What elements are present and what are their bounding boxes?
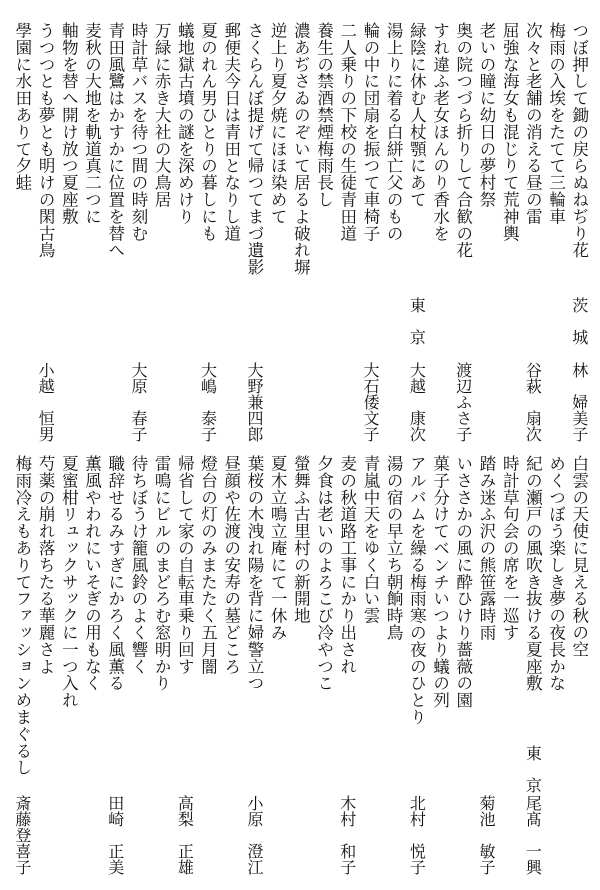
author-name: 菊池 敏子	[476, 795, 496, 875]
haiku-column	[428, 22, 451, 442]
haiku-column	[172, 455, 195, 875]
haiku-text: 屈強な海女も混じりて荒神輿	[500, 22, 520, 242]
author-place: 東 京	[523, 745, 543, 793]
haiku-column	[567, 455, 590, 875]
haiku-text: 時計草句会の席を一巡す	[500, 455, 520, 641]
haiku-column	[312, 455, 335, 875]
haiku-text: 白雲の天使に見える秋の空	[569, 455, 589, 658]
haiku-text: 濃あぢさゐのぞいて居るよ破れ塀	[291, 22, 311, 276]
haiku-text: 二人乗りの下校の生徒青田道	[337, 22, 357, 242]
haiku-column	[126, 455, 149, 875]
haiku-text: 夏木立鳴立庵にて一休み	[268, 455, 288, 641]
haiku-text: 次々と老舗の消える昼の雷	[523, 22, 543, 225]
haiku-column	[242, 22, 265, 442]
author-name: 田崎 正美	[105, 795, 125, 875]
haiku-column	[80, 22, 103, 442]
haiku-text: 老いの瞳に幼日の夢村祭	[476, 22, 496, 208]
haiku-column	[404, 455, 427, 875]
haiku-text: すれ違ふ老女ほんのり香水を	[430, 22, 450, 242]
haiku-text: 踏み迷ふ沢の熊笹露時雨	[476, 455, 496, 641]
haiku-column	[544, 22, 567, 442]
author-name: 谷萩 扇次	[523, 362, 543, 442]
haiku-column	[404, 22, 427, 442]
haiku-text: うつつとも夢とも明けの閑古鳥	[36, 22, 56, 259]
haiku-column	[149, 455, 172, 875]
author-name: 尾髙 一興	[523, 795, 543, 875]
haiku-column	[242, 455, 265, 875]
haiku-text: さくらんぼ提げて帰つてまづ遺影	[244, 22, 264, 276]
author-name: 林 婦美子	[569, 362, 589, 442]
haiku-text: 奥の院つづら折りして合歓の花	[453, 22, 473, 259]
haiku-column	[56, 455, 79, 875]
haiku-column	[567, 22, 590, 442]
haiku-text: 麦秋の大地を軌道真二つに	[82, 22, 102, 225]
haiku-section-top	[2, 22, 598, 442]
haiku-column	[103, 22, 126, 442]
haiku-text: 輪の中に団扇を振つて車椅子	[360, 22, 380, 242]
haiku-text: 夕食は老いのよろこび冷やつこ	[314, 455, 334, 692]
haiku-column	[544, 455, 567, 875]
haiku-text: 螢舞ふ古里村の新開地	[291, 455, 311, 624]
haiku-text: 時計草バスを待つ間の時刻む	[128, 22, 148, 242]
author-name: 大野兼四郎	[244, 362, 264, 442]
haiku-column	[196, 22, 219, 442]
haiku-text: 青田風鷺はかすかに位置を替へ	[105, 22, 125, 259]
haiku-text: 夏のれん男ひとりの暮しにも	[198, 22, 218, 242]
haiku-column	[497, 455, 520, 875]
haiku-text: 梅雨冷えもありてファッションめまぐるし	[12, 455, 32, 777]
haiku-column	[474, 22, 497, 442]
author-name: 小原 澄江	[244, 795, 264, 875]
haiku-text: 帰省して家の自転車乗り回す	[175, 455, 195, 675]
haiku-column	[33, 22, 56, 442]
haiku-column	[358, 455, 381, 875]
haiku-text: 麦の秋道路工事にかり出され	[337, 455, 357, 675]
haiku-column	[10, 22, 33, 442]
haiku-column	[335, 455, 358, 875]
haiku-text: 芍薬の崩れ落ちたる華麗さよ	[36, 455, 56, 675]
haiku-column	[381, 22, 404, 442]
haiku-text: 學園に水田ありて夕蛙	[12, 22, 32, 191]
haiku-column	[56, 22, 79, 442]
haiku-column	[126, 22, 149, 442]
haiku-column	[335, 22, 358, 442]
haiku-text: 梅雨の入埃をたてて三輪車	[546, 22, 566, 225]
author-name: 渡辺ふさ子	[453, 362, 473, 442]
haiku-column	[10, 455, 33, 875]
haiku-column	[497, 22, 520, 442]
haiku-column	[358, 22, 381, 442]
haiku-column	[428, 455, 451, 875]
haiku-column	[80, 455, 103, 875]
haiku-section-bottom	[2, 455, 598, 875]
haiku-text: 昼顔や佐渡の安寿の墓どころ	[221, 455, 241, 675]
haiku-text: アルバムを繰る梅雨寒の夜のひとり	[407, 455, 427, 726]
author-name: 木村 和子	[337, 795, 357, 875]
author-name: 大越 康次	[407, 362, 427, 442]
haiku-column	[103, 455, 126, 875]
author-name: 高梨 正雄	[175, 795, 195, 875]
author-place: 茨 城	[569, 297, 589, 345]
haiku-column	[312, 22, 335, 442]
author-name: 大嶋 泰子	[198, 362, 218, 442]
author-name: 斎藤登喜子	[12, 795, 32, 875]
haiku-column	[288, 22, 311, 442]
haiku-column	[196, 455, 219, 875]
haiku-text: 燈台の灯のみまたたく五月闇	[198, 455, 218, 675]
haiku-column	[172, 22, 195, 442]
haiku-text: 養生の禁酒禁煙梅雨長し	[314, 22, 334, 208]
haiku-column	[288, 455, 311, 875]
haiku-column	[219, 22, 242, 442]
haiku-text: つぼ押して鋤の戻らぬねぢり花	[569, 22, 589, 259]
haiku-text: 郵便夫今日は青田となりし道	[221, 22, 241, 242]
haiku-text: めくつぼう楽しき夢の夜長かな	[546, 455, 566, 692]
haiku-text: 湯上りに着る白絣亡父のもの	[384, 22, 404, 242]
haiku-column	[149, 22, 172, 442]
haiku-column	[33, 455, 56, 875]
haiku-text: 雷鳴にビルのまどろむ窓明かり	[152, 455, 172, 692]
author-name: 北村 悦子	[407, 795, 427, 875]
haiku-text: 逆上り夏夕焼にほほ染めて	[268, 22, 288, 225]
haiku-text: 青嵐中天をゆく白い雲	[360, 455, 380, 624]
haiku-text: 蟻地獄古墳の謎を深めけり	[175, 22, 195, 225]
haiku-text: 紀の瀬戸の風吹き抜ける夏座敷	[523, 455, 543, 692]
haiku-text: いささかの風に酔ひけり薔薇の園	[453, 455, 473, 709]
author-name: 小越 恒男	[36, 362, 56, 442]
haiku-text: 湯の宿の早立ち朝餉時鳥	[384, 455, 404, 641]
haiku-column	[451, 455, 474, 875]
haiku-column	[474, 455, 497, 875]
haiku-column	[265, 455, 288, 875]
author-name: 大原 春子	[128, 362, 148, 442]
author-place: 東 京	[407, 297, 427, 345]
haiku-text: 葉桜の木洩れ陽を背に婦警立つ	[244, 455, 264, 692]
haiku-text: 職辞せるみすぎにかろく風薫る	[105, 455, 125, 692]
haiku-text: 緑陰に休む人杖顎にあて	[407, 22, 427, 208]
haiku-column	[381, 455, 404, 875]
haiku-text: 万緑に赤き大社の大鳥居	[152, 22, 172, 208]
haiku-text: 薫風やわれにいそぎの用もなく	[82, 455, 102, 692]
haiku-text: 軸物を替へ開け放つ夏座敷	[59, 22, 79, 225]
haiku-column	[219, 455, 242, 875]
author-name: 大石倭文子	[360, 362, 380, 442]
haiku-column	[520, 22, 543, 442]
haiku-column	[520, 455, 543, 875]
haiku-column	[265, 22, 288, 442]
haiku-text: 夏蜜柑リュックサックに一つ入れ	[59, 455, 79, 709]
haiku-text: 待ちぼうけ籠風鈴のよく響く	[128, 455, 148, 675]
haiku-text: 菓子分けてベンチいつより蟻の列	[430, 455, 450, 709]
haiku-column	[451, 22, 474, 442]
